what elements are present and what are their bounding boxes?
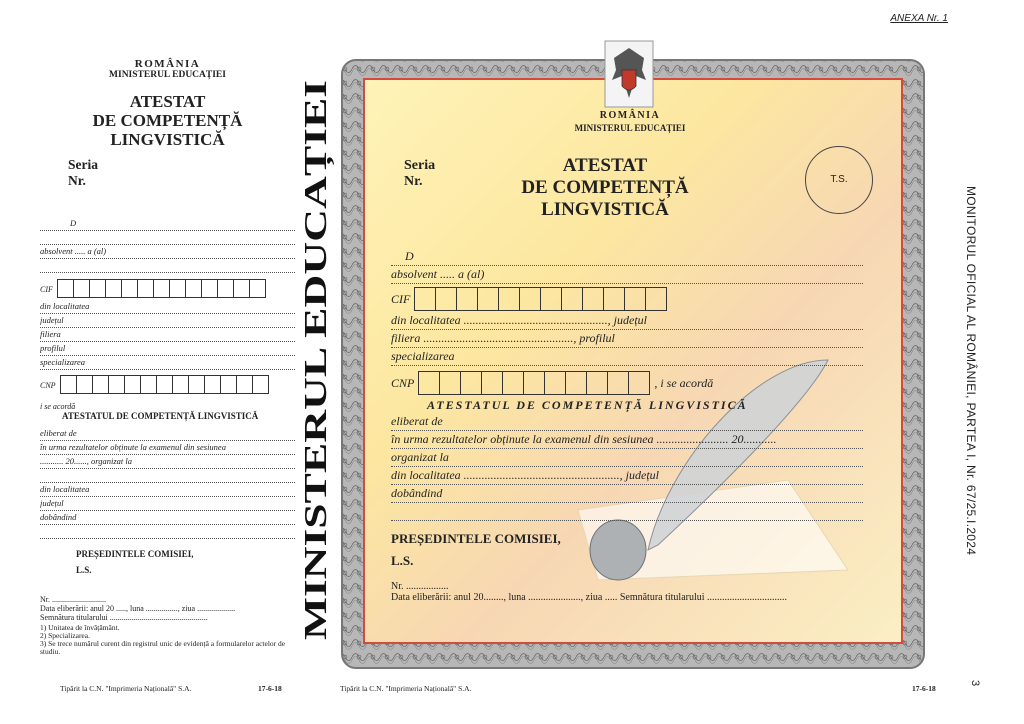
stub-printer: Tipărit la C.N. "Imprimeria Națională" S.A. <box>60 684 192 693</box>
cert-ministry: MINISTERUL EDUCAȚIEI <box>574 123 686 133</box>
stub-urma-line: în urma rezultatelor obținute la examenul din sesiunea <box>40 441 295 455</box>
stub-cif-row: CIF <box>40 276 295 300</box>
stub-data-line: Data eliberării: anul 20 ....., luna ................, ziua ................... <box>40 604 236 613</box>
stub-profilul-line: profilul <box>40 342 295 356</box>
cert-blank-line <box>391 503 863 521</box>
stub-organizat-line: ........... 20......, organizat la <box>40 455 295 469</box>
cert-eliberat-line: eliberat de <box>391 413 863 431</box>
cert-presedinte: PREȘEDINTELE COMISIEI, <box>391 531 561 546</box>
stub-judetul2-line: județul <box>40 497 295 511</box>
cert-cif-row: CIF <box>391 286 863 312</box>
cert-code: 17-6-18 <box>912 684 936 693</box>
stub-cnp-row: CNP <box>40 372 295 396</box>
stub-absolvent-line: absolvent ..... a (al) <box>40 245 295 259</box>
cert-urma-line: în urma rezultatelor obținute la examenul din sesiunea ........................ 20........... <box>391 431 863 449</box>
ts-stamp-circle: T.S. <box>805 146 873 214</box>
cert-series: Seria Nr. <box>404 158 436 189</box>
cert-form <box>391 248 863 603</box>
cert-cnp-row: CNP , i se acordă <box>391 370 863 396</box>
cert-country: ROMÂNIA <box>599 110 661 121</box>
stub-specializarea-line: specializarea <box>40 356 295 370</box>
stub-presedinte: PREȘEDINTELE COMISIEI, <box>76 549 194 559</box>
stub-country: ROMÂNIA <box>134 58 201 70</box>
vertical-ministry-text <box>296 70 336 650</box>
certificate-stub <box>40 55 295 656</box>
cert-specializarea-line: specializarea <box>391 348 863 366</box>
page-number: 3 <box>968 679 981 687</box>
stub-judetul-line: județul <box>40 314 295 328</box>
stub-ministry: MINISTERUL EDUCAȚIEI <box>109 70 226 80</box>
stub-series: Seria Nr. <box>68 157 98 188</box>
stub-atestatul: ATESTATUL DE COMPETENȚĂ LINGVISTICĂ <box>62 411 259 421</box>
cert-data-line: Data eliberării: anul 20........, luna ....................., ziua ..... Semnătura titularului ................................ <box>391 592 788 603</box>
stub-blank-line <box>40 231 295 245</box>
cert-ls: L.S. <box>391 553 414 568</box>
coat-of-arms-icon <box>604 40 654 108</box>
cert-title: ATESTAT DE COMPETENȚĂ LINGVISTICĂ <box>521 155 689 220</box>
stub-ls: L.S. <box>76 565 92 575</box>
cert-printer: Tipărit la C.N. "Imprimeria Națională" S.A. <box>340 684 472 693</box>
stub-nr-line: Nr. ........................... <box>40 595 106 604</box>
stub-se-acorda: i se acordă <box>40 402 76 411</box>
stub-eliberat-line: eliberat de <box>40 427 295 441</box>
cert-cif-boxes <box>414 287 667 311</box>
stub-d-line: D <box>40 217 295 231</box>
stub-filiera-line: filiera <box>40 328 295 342</box>
stub-blank-line <box>40 525 295 539</box>
stub-blank-line <box>40 469 295 483</box>
gazette-header: MONITORUL OFICIAL AL ROMÂNIEI, PARTEA I, Nr. 67/25.I.2024 <box>964 186 978 556</box>
cert-filiera-line: filiera .................................................., profilul <box>391 330 863 348</box>
cert-cnp-boxes <box>418 371 650 395</box>
svg-text:MINISTERUL EDUCAȚIEI: MINISTERUL EDUCAȚIEI <box>297 246 333 640</box>
cert-localitatea-line: din localitatea ................................................, județul <box>391 312 863 330</box>
cert-dobandind-line: dobândind <box>391 485 863 503</box>
cert-d-line: D <box>391 248 863 266</box>
cert-atestatul: ATESTATUL DE COMPETENȚĂ LINGVISTICĂ <box>427 398 748 412</box>
stub-localitatea-line: din localitatea <box>40 300 295 314</box>
stub-blank-line <box>40 259 295 273</box>
cert-absolvent-line: absolvent ..... a (al) <box>391 266 863 284</box>
cert-localitatea2-line: din localitatea ...................................................., județul <box>391 467 863 485</box>
stub-footnotes: 1) Unitatea de învățământ. 2) Specializarea. 3) Se trece numărul curent din registrul unic de evidență a formularelor actelor de studiu. <box>40 623 286 656</box>
stub-semnatura-line: Semnătura titularului ................................................. <box>40 613 208 622</box>
stub-code: 17-6-18 <box>258 684 282 693</box>
stub-title: ATESTAT DE COMPETENȚĂ LINGVISTICĂ <box>92 92 243 149</box>
annex-label: ANEXA Nr. 1 <box>890 13 948 24</box>
stub-dobandind-line: dobândind <box>40 511 295 525</box>
cert-organizat-line: organizat la <box>391 449 863 467</box>
stub-localitatea2-line: din localitatea <box>40 483 295 497</box>
stub-cif-boxes <box>57 279 266 298</box>
stub-cnp-boxes <box>60 375 269 394</box>
cert-nr-line: Nr. ................. <box>391 581 449 592</box>
